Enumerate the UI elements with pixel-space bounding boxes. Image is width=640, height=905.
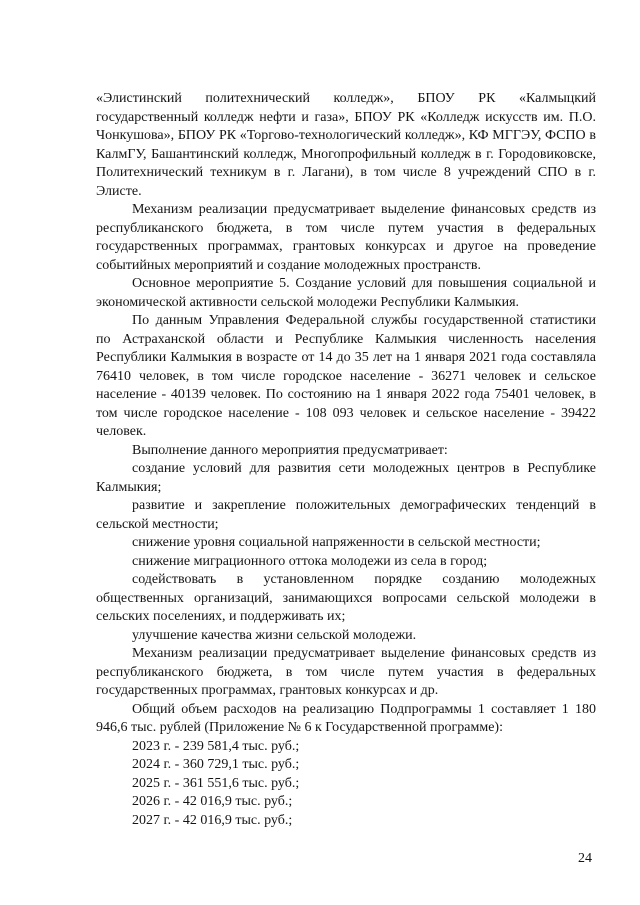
document-body xyxy=(96,90,596,830)
expense-line: 2026 г. - 42 016,9 тыс. руб.; xyxy=(132,794,293,809)
list-item: снижение уровня социальной напряженности в сельской местности; xyxy=(132,535,541,550)
expense-line: 2023 г. - 239 581,4 тыс. руб.; xyxy=(132,738,300,754)
expense-line: 2027 г. - 42 016,9 тыс. руб.; xyxy=(132,812,293,828)
paragraph-statistics: По данным Управления Федеральной службы государственной статистики по Астраханской области и Республике Калмыкия численность населения Республики Калмыкия в возрасте от 14 до 35 лет на 1 января 2021 года составляла 76410 человек, в том числе городское население - 36271 человек и сельское население - 40139 человек. По состоянию на 1 января 2022 года 75401 человек, в том числе городское население - 108 093 человек и сельское население - 39422 человек. xyxy=(96,313,596,439)
expense-line: 2025 г. - 361 551,6 тыс. руб.; xyxy=(132,775,300,791)
list-item: развитие и закрепление положительных демографических тенденций в сельской местности; xyxy=(96,498,596,532)
list-item: улучшение качества жизни сельской молодежи. xyxy=(132,627,417,643)
list-item: снижение миграционного оттока молодежи из села в город; xyxy=(132,553,488,569)
expense-line: 2024 г. - 360 729,1 тыс. руб.; xyxy=(132,757,300,772)
paragraph-mechanism-1: Механизм реализации предусматривает выделение финансовых средств из республиканского бюджета, в том числе путем участия в федеральных государственных программах, грантовых конкурсах и другое на проведение событийных мероприятий и создание молодежных пространств. xyxy=(96,202,596,273)
paragraph-main-event-5: Основное мероприятие 5. Создание условий для повышения социальной и экономической активности сельской молодежи Республики Калмыкия. xyxy=(96,276,596,310)
list-item: создание условий для развития сети молодежных центров в Республике Калмыкия; xyxy=(96,461,596,495)
paragraph-total-expenses: Общий объем расходов на реализацию Подпрограммы 1 составляет 1 180 946,6 тыс. рублей (Приложение № 6 к Государственной программе): xyxy=(96,701,596,735)
paragraph-college-list: «Элистинский политехнический колледж», БПОУ РК «Калмыцкий государственный колледж нефти и газа», БПОУ РК «Колледж искусств им. П.О. Чонкушова», БПОУ РК «Торгово-технологический колледж», КФ МГГЭУ, ФСПО в КалмГУ, Башантинский колледж, Многопрофильный колледж в г. Городовиковске, Политехнический техникум в г. Лагани), в том числе 8 учреждений СПО в г. Элисте. xyxy=(96,91,596,199)
list-item: содействовать в установленном порядке созданию молодежных общественных организаций, занимающихся вопросами сельской молодежи в сельских поселениях, и поддерживать их; xyxy=(96,572,596,624)
paragraph-implementation: Выполнение данного мероприятия предусматривает: xyxy=(132,442,448,458)
page-number: 24 xyxy=(578,851,592,866)
paragraph-mechanism-2: Механизм реализации предусматривает выделение финансовых средств из республиканского бюджета, в том числе путем участия в федеральных государственных программах, грантовых конкурсах и др. xyxy=(96,646,596,698)
